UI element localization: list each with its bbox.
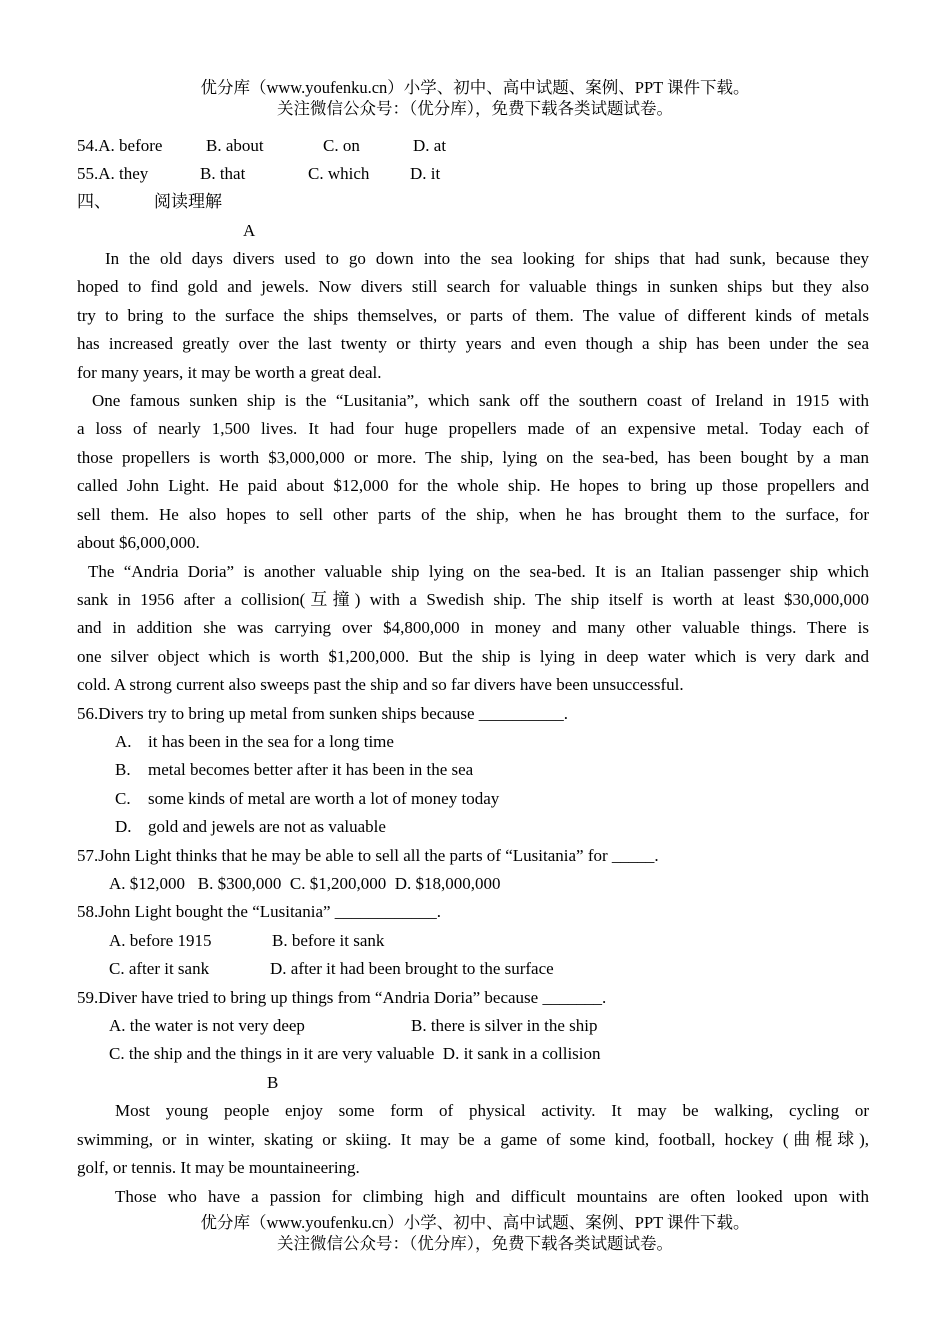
- passage-b-line: golf, or tennis. It may be mountaineering.: [77, 1158, 360, 1177]
- q55-option-d: D. it: [410, 164, 441, 183]
- passage-a-line: about $6,000,000.: [77, 533, 200, 552]
- passage-a-line: One famous sunken ship is the “Lusitania”, which sank off the southern coast of Ireland in 1915 with: [92, 391, 869, 410]
- footer-line-1: 优分库（www.youfenku.cn）小学、初中、高中试题、案例、PPT 课件下载。: [200, 1213, 750, 1232]
- q58-option-d: D. after it had been brought to the surface: [270, 959, 554, 978]
- passage-a-line: has increased greatly over the last twenty or thirty years and even though a ship has been under the sea: [77, 334, 869, 353]
- q58-options-row-1: [109, 927, 384, 955]
- passage-a-line: a loss of nearly 1,500 lives. It had four huge propellers made of an expensive metal. Today each of: [77, 419, 869, 438]
- question-58-stem: 58.John Light bought the “Lusitania” ____________.: [77, 902, 442, 921]
- q54-option-b: B. about: [206, 136, 264, 155]
- q58-options-row-2: [109, 955, 554, 983]
- q56-option-a: A. it has been in the sea for a long time: [115, 732, 394, 751]
- section-number: 四、: [77, 192, 111, 211]
- section-heading: [77, 188, 222, 216]
- q59-option-d: D. it sank in a collision: [442, 1044, 601, 1063]
- passage-a-line: try to bring to the surface the ships themselves, or parts of them. The value of different kinds of metals: [77, 306, 869, 325]
- passage-a-line: called John Light. He paid about $12,000 for the whole ship. He hopes to bring up those propellers and: [77, 476, 869, 495]
- page-footer: [0, 1212, 950, 1254]
- q58-option-b: B. before it sank: [272, 931, 385, 950]
- passage-b-line: Most young people enjoy some form of physical activity. It may be walking, cycling or: [115, 1101, 869, 1120]
- passage-b-line: swimming, or in winter, skating or skiing. It may be a game of some kind, football, hockey (曲棍球),: [77, 1130, 869, 1149]
- q59-option-c: C. the ship and the things in it are very valuable: [109, 1044, 435, 1063]
- q58-option-a: A. before 1915: [109, 931, 212, 950]
- header-line-2: 关注微信公众号：（优分库），免费下载各类试题试卷。: [277, 99, 673, 118]
- passage-a-line: The “Andria Doria” is another valuable ship lying on the sea-bed. It is an Italian passenger ship which: [88, 562, 869, 581]
- q54-option-d: D. at: [413, 136, 447, 155]
- q59-options-row-1: [109, 1012, 598, 1040]
- q59-options-row-2: [109, 1040, 601, 1068]
- passage-b-label: B: [267, 1073, 279, 1092]
- passage-a-line: In the old days divers used to go down into the sea looking for ships that had sunk, because they: [105, 249, 869, 268]
- header-line-1: 优分库（www.youfenku.cn）小学、初中、高中试题、案例、PPT 课件下载。: [200, 78, 750, 97]
- footer-line-2: 关注微信公众号：（优分库），免费下载各类试题试卷。: [277, 1234, 673, 1253]
- passage-a-line: sell them. He also hopes to sell other parts of the ship, when he has brought them to the surface, for: [77, 505, 869, 524]
- passage-a-label: A: [243, 221, 256, 240]
- q59-option-b: B. there is silver in the ship: [411, 1016, 598, 1035]
- q59-option-a: A. the water is not very deep: [109, 1016, 305, 1035]
- question-54: [77, 132, 446, 160]
- question-55: [77, 160, 440, 188]
- q54-option-a: 54.A. before: [77, 136, 163, 155]
- q55-option-c: C. which: [308, 164, 370, 183]
- q55-option-b: B. that: [200, 164, 246, 183]
- q57-options: A. $12,000 B. $300,000 C. $1,200,000 D. $18,000,000: [109, 874, 501, 893]
- q56-option-b: B. metal becomes better after it has been in the sea: [115, 760, 474, 779]
- passage-a-line: for many years, it may be worth a great deal.: [77, 363, 382, 382]
- question-56-stem: 56.Divers try to bring up metal from sunken ships because __________.: [77, 704, 569, 723]
- section-title: 阅读理解: [154, 192, 222, 211]
- q56-option-c: C. some kinds of metal are worth a lot of money today: [115, 789, 500, 808]
- passage-a-line: cold. A strong current also sweeps past the ship and so far divers have been unsuccessful.: [77, 675, 684, 694]
- page-header: [0, 77, 950, 119]
- passage-b-line: Those who have a passion for climbing high and difficult mountains are often looked upon with: [115, 1187, 869, 1206]
- question-57-stem: 57.John Light thinks that he may be able to sell all the parts of “Lusitania” for _____.: [77, 846, 659, 865]
- passage-a-line: hoped to find gold and jewels. Now divers still search for valuable things in sunken ships but they also: [77, 277, 869, 296]
- q54-option-c: C. on: [323, 136, 360, 155]
- passage-a-line: those propellers is worth $3,000,000 or more. The ship, lying on the sea-bed, has been bought by a man: [77, 448, 869, 467]
- passage-a-line: sank in 1956 after a collision(互撞) with a Swedish ship. The ship itself is worth at least $30,000,000: [77, 590, 869, 609]
- q56-option-d: D. gold and jewels are not as valuable: [115, 817, 386, 836]
- question-59-stem: 59.Diver have tried to bring up things from “Andria Doria” because _______.: [77, 988, 607, 1007]
- q58-option-c: C. after it sank: [109, 959, 210, 978]
- passage-a-line: one silver object which is worth $1,200,000. But the ship is lying in deep water which is very dark and: [77, 647, 869, 666]
- q55-option-a: 55.A. they: [77, 164, 149, 183]
- passage-a-line: and in addition she was carrying over $4,800,000 in money and many other valuable things. There is: [77, 618, 869, 637]
